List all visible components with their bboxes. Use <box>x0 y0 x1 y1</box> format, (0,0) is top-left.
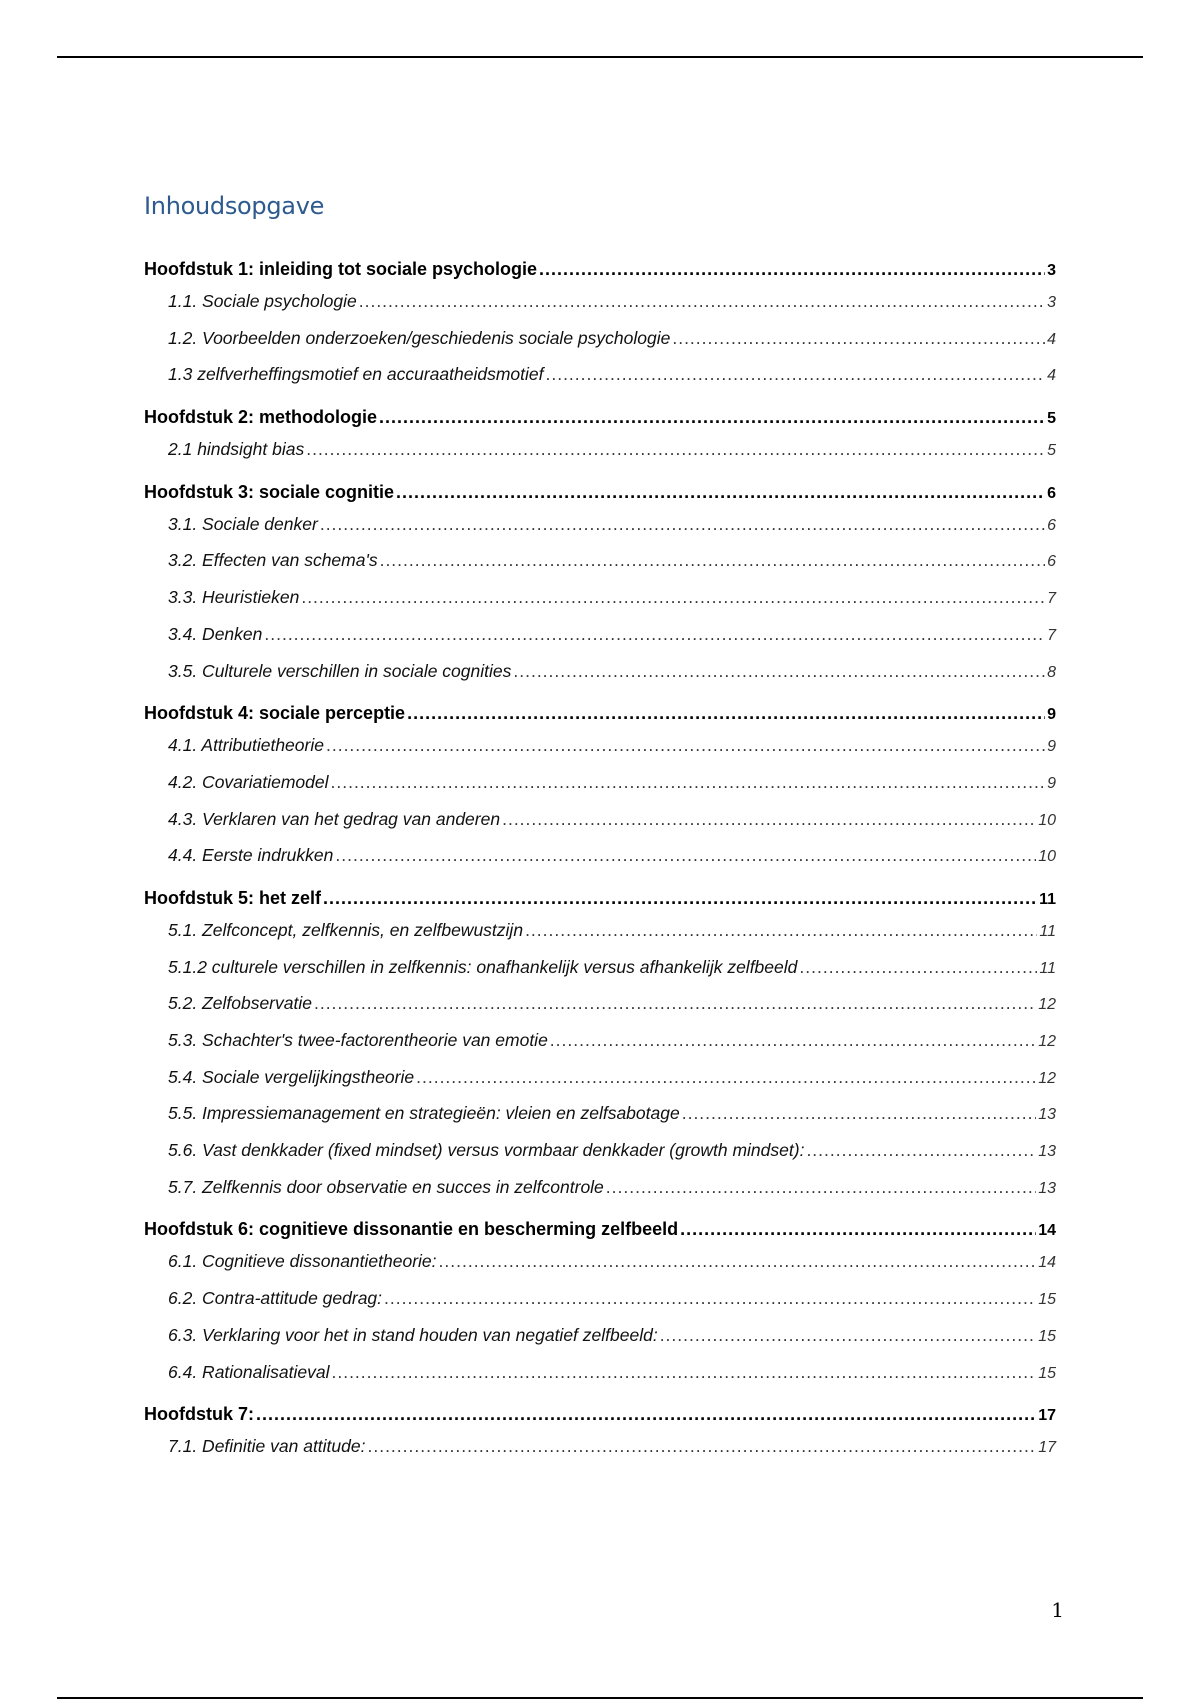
section-title: 5.7. Zelfkennis door observatie en succes in zelfcontrole <box>168 1176 604 1197</box>
section-page-number: 13 <box>1038 1179 1056 1197</box>
section-title: 6.3. Verklaring voor het in stand houden van negatief zelfbeeld: <box>168 1324 658 1345</box>
section-title: 5.3. Schachter's twee-factorentheorie van emotie <box>168 1030 548 1050</box>
section-page-number: 13 <box>1038 1143 1056 1161</box>
toc-section-entry[interactable] <box>144 727 1056 764</box>
toc-section-entry[interactable] <box>144 1022 1056 1059</box>
section-page-number: 9 <box>1047 738 1056 756</box>
dot-leader <box>660 1317 1037 1354</box>
toc-section-entry[interactable] <box>144 837 1056 874</box>
chapter-title: Hoofdstuk 4: sociale perceptie <box>144 703 406 724</box>
dot-leader <box>359 283 1045 320</box>
section-page-number: 15 <box>1038 1291 1056 1309</box>
section-title: 1.1. Sociale psychologie <box>168 291 357 311</box>
section-page-number: 13 <box>1038 1106 1056 1124</box>
dot-leader <box>680 1215 1036 1243</box>
section-page-number: 7 <box>1047 590 1056 608</box>
section-page-number: 17 <box>1038 1439 1056 1457</box>
toc-section-entry[interactable] <box>144 949 1056 986</box>
section-title: 5.4. Sociale vergelijkingstheorie <box>168 1066 415 1087</box>
section-page-number: 12 <box>1038 1069 1056 1087</box>
toc-chapter-entry[interactable] <box>144 255 1056 283</box>
section-title: 6.4. Rationalisatieval <box>168 1361 330 1382</box>
dot-leader <box>806 1132 1036 1169</box>
section-page-number: 8 <box>1047 663 1056 681</box>
dot-leader <box>380 542 1046 579</box>
section-page-number: 11 <box>1039 922 1056 940</box>
toc-chapter-entry[interactable] <box>144 403 1056 431</box>
chapter-title: Hoofdstuk 2: methodologie <box>144 407 377 428</box>
chapter-title: Hoofdstuk 7: <box>144 1404 254 1425</box>
toc-chapter-block <box>144 1400 1056 1465</box>
dot-leader <box>682 1095 1036 1132</box>
toc-title: Inhoudsopgave <box>144 192 325 220</box>
section-title: 4.2. Covariatiemodel <box>168 771 329 792</box>
toc-section-entry[interactable] <box>144 1059 1056 1096</box>
dot-leader <box>301 579 1045 616</box>
dot-leader <box>407 699 1045 727</box>
toc-section-entry[interactable] <box>144 764 1056 801</box>
section-title: 6.1. Cognitieve dissonantietheorie: <box>168 1251 437 1272</box>
toc-section-entry[interactable] <box>144 801 1056 838</box>
toc-section-entry[interactable] <box>144 283 1056 320</box>
section-page-number: 15 <box>1038 1364 1056 1382</box>
section-page-number: 4 <box>1047 330 1056 348</box>
toc-chapter-block <box>144 699 1056 874</box>
section-page-number: 6 <box>1047 553 1056 571</box>
section-title: 5.1. Zelfconcept, zelfkennis, en zelfbewustzijn <box>168 919 524 940</box>
section-page-number: 15 <box>1038 1327 1056 1345</box>
toc-section-entry[interactable] <box>144 653 1056 690</box>
section-title: 5.5. Impressiemanagement en strategieën: vleien en zelfsabotage <box>168 1103 680 1124</box>
section-title: 4.3. Verklaren van het gedrag van anderen <box>168 808 501 829</box>
dot-leader <box>331 764 1046 801</box>
dot-leader <box>799 949 1037 986</box>
toc-section-entry[interactable] <box>144 542 1056 579</box>
chapter-page-number: 9 <box>1047 706 1056 724</box>
dot-leader <box>672 320 1045 357</box>
section-page-number: 7 <box>1047 626 1056 644</box>
footer-rule <box>57 1697 1143 1699</box>
dot-leader <box>264 616 1045 653</box>
toc-section-entry[interactable] <box>144 616 1056 653</box>
toc-section-entry[interactable] <box>144 1428 1056 1465</box>
toc-section-entry[interactable] <box>144 1243 1056 1280</box>
toc-chapter-block <box>144 255 1056 393</box>
dot-leader <box>379 403 1045 431</box>
dot-leader <box>256 1400 1036 1428</box>
toc-chapter-entry[interactable] <box>144 1215 1056 1243</box>
dot-leader <box>331 1354 1036 1391</box>
dot-leader <box>335 837 1036 874</box>
toc-section-entry[interactable] <box>144 985 1056 1022</box>
chapter-page-number: 6 <box>1047 484 1056 502</box>
toc-section-entry[interactable] <box>144 1280 1056 1317</box>
section-page-number: 3 <box>1047 294 1056 311</box>
chapter-page-number: 14 <box>1038 1222 1056 1240</box>
section-page-number: 6 <box>1047 516 1056 534</box>
section-page-number: 12 <box>1038 1033 1056 1050</box>
dot-leader <box>502 801 1036 838</box>
page-number: 1 <box>1051 1598 1064 1622</box>
chapter-title: Hoofdstuk 1: inleiding tot sociale psychologie <box>144 259 538 279</box>
chapter-page-number: 11 <box>1039 890 1056 908</box>
toc-chapter-entry[interactable] <box>144 1400 1056 1428</box>
dot-leader <box>314 985 1036 1022</box>
chapter-page-number: 17 <box>1038 1407 1056 1425</box>
toc-chapter-block <box>144 1215 1056 1390</box>
section-title: 3.4. Denken <box>168 623 263 644</box>
dot-leader <box>513 653 1045 690</box>
section-page-number: 10 <box>1038 811 1056 829</box>
toc-section-entry[interactable] <box>144 1132 1056 1169</box>
section-page-number: 12 <box>1038 996 1056 1014</box>
toc-section-entry[interactable] <box>144 579 1056 616</box>
dot-leader <box>306 431 1045 468</box>
toc-chapter-entry[interactable] <box>144 699 1056 727</box>
toc-section-entry[interactable] <box>144 1354 1056 1391</box>
dot-leader <box>323 884 1037 912</box>
section-title: 1.3 zelfverheffingsmotief en accuraatheidsmotief <box>168 364 544 385</box>
section-title: 4.1. Attributietheorie <box>168 735 324 756</box>
section-title: 5.2. Zelfobservatie <box>168 993 312 1014</box>
toc-section-entry[interactable] <box>144 506 1056 543</box>
section-title: 3.5. Culturele verschillen in sociale cognities <box>168 660 512 681</box>
dot-leader <box>550 1022 1036 1059</box>
section-page-number: 14 <box>1038 1254 1056 1272</box>
chapter-title: Hoofdstuk 6: cognitieve dissonantie en bescherming zelfbeeld <box>144 1219 679 1240</box>
dot-leader <box>439 1243 1037 1280</box>
toc-chapter-block <box>144 478 1056 689</box>
dot-leader <box>384 1280 1036 1317</box>
section-title: 7.1. Definitie van attitude: <box>168 1436 366 1457</box>
section-title: 1.2. Voorbeelden onderzoeken/geschiedenis sociale psychologie <box>168 327 671 348</box>
chapter-title: Hoofdstuk 5: het zelf <box>144 887 322 908</box>
toc-chapter-block <box>144 403 1056 468</box>
toc-section-entry[interactable] <box>144 320 1056 357</box>
section-page-number: 5 <box>1047 442 1056 460</box>
toc-chapter-entry[interactable] <box>144 884 1056 912</box>
toc-section-entry[interactable] <box>144 356 1056 393</box>
section-title: 4.4. Eerste indrukken <box>168 845 334 866</box>
section-title: 5.6. Vast denkkader (fixed mindset) versus vormbaar denkkader (growth mindset): <box>168 1140 805 1161</box>
dot-leader <box>396 478 1045 506</box>
dot-leader <box>367 1428 1036 1465</box>
dot-leader <box>525 912 1037 949</box>
toc-section-entry[interactable] <box>144 912 1056 949</box>
section-title: 3.1. Sociale denker <box>168 513 318 534</box>
section-page-number: 11 <box>1039 959 1056 977</box>
dot-leader <box>606 1169 1036 1206</box>
section-page-number: 10 <box>1038 848 1056 866</box>
chapter-title: Hoofdstuk 3: sociale cognitie <box>144 481 395 502</box>
toc-section-entry[interactable] <box>144 431 1056 468</box>
section-page-number: 9 <box>1047 774 1056 792</box>
section-title: 3.3. Heuristieken <box>168 587 300 608</box>
section-title: 5.1.2 culturele verschillen in zelfkennis: onafhankelijk versus afhankelijk zelfbeeld <box>168 956 798 977</box>
dot-leader <box>539 255 1045 283</box>
toc-section-entry[interactable] <box>144 1317 1056 1354</box>
section-title: 2.1 hindsight bias <box>168 439 305 460</box>
dot-leader <box>545 356 1045 393</box>
toc-section-entry[interactable] <box>144 1169 1056 1206</box>
table-of-contents <box>144 255 1056 1475</box>
toc-chapter-entry[interactable] <box>144 478 1056 506</box>
section-title: 3.2. Effecten van schema's <box>168 550 378 571</box>
section-title: 6.2. Contra-attitude gedrag: <box>168 1288 383 1309</box>
toc-chapter-block <box>144 884 1056 1206</box>
dot-leader <box>416 1059 1036 1096</box>
section-page-number: 4 <box>1047 367 1056 385</box>
chapter-page-number: 5 <box>1047 410 1056 428</box>
toc-section-entry[interactable] <box>144 1095 1056 1132</box>
chapter-page-number: 3 <box>1047 262 1056 279</box>
dot-leader <box>326 727 1045 764</box>
header-rule <box>57 56 1143 58</box>
dot-leader <box>320 506 1045 543</box>
